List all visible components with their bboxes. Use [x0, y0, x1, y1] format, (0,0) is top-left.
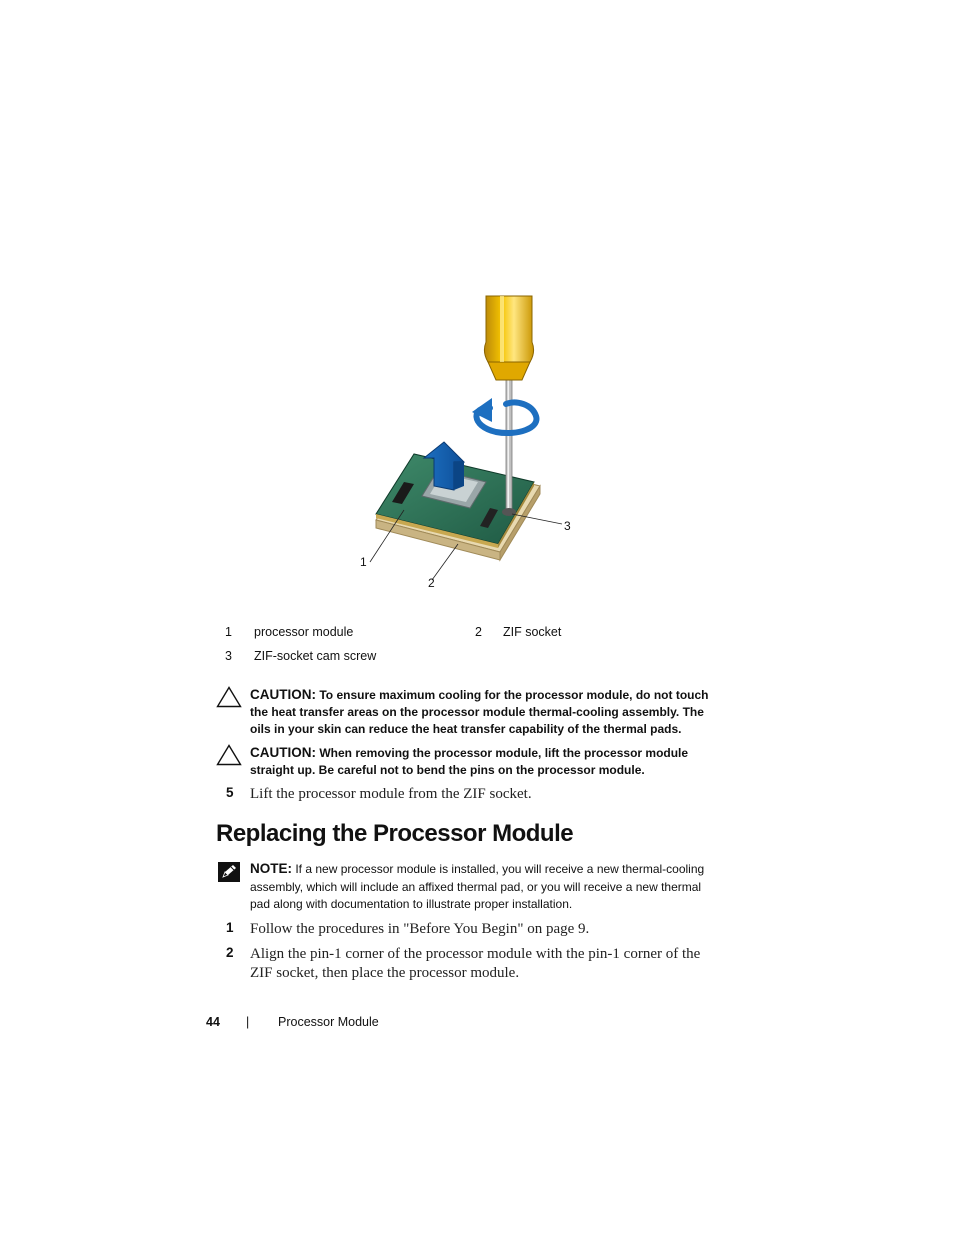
- legend-num-1: 1: [225, 625, 232, 639]
- step-number: 5: [226, 785, 234, 800]
- legend-label-cam-screw: ZIF-socket cam screw: [254, 649, 377, 663]
- legend-num-3: 3: [225, 649, 232, 663]
- section-heading: Replacing the Processor Module: [216, 820, 574, 847]
- caution-lead: CAUTION:: [250, 687, 316, 702]
- legend-label-zif-socket: ZIF socket: [503, 625, 562, 639]
- caution-thermal-areas: [216, 686, 716, 740]
- processor-illustration: [340, 290, 600, 600]
- caution-text: When removing the processor module, lift the processor module straight up. Be careful not to bend the pins on the processor module.: [250, 746, 689, 777]
- step-number: 2: [226, 945, 234, 960]
- caution-icon: [216, 744, 242, 766]
- processor-removal-figure: [340, 290, 600, 600]
- callout-2: 2: [428, 576, 435, 590]
- caution-text: To ensure maximum cooling for the processor module, do not touch the heat transfer areas on the processor module thermal-cooling assembly. The oils in your skin can reduce the heat transfer capability of the thermal pads.: [250, 688, 709, 736]
- callout-3: 3: [564, 519, 571, 533]
- legend-label-processor-module: processor module: [254, 625, 354, 639]
- note-pencil-icon: [218, 862, 240, 882]
- step-text: Lift the processor module from the ZIF socket.: [250, 786, 532, 802]
- step-number: 1: [226, 920, 234, 935]
- callout-1: 1: [360, 555, 367, 569]
- page-number: 44: [206, 1015, 220, 1029]
- note-text: If a new processor module is installed, you will receive a new thermal-cooling assembly, which will include an affixed thermal pad, or you will receive a new thermal pad along with documentation to illustrate proper installation.: [250, 862, 705, 911]
- step-text: Align the pin-1 corner of the processor module with the pin-1 corner of the ZIF socket, then place the processor module.: [250, 946, 701, 981]
- note-lead: NOTE:: [250, 861, 292, 876]
- step-text: Follow the procedures in "Before You Begin" on page 9.: [250, 921, 590, 937]
- footer-separator: |: [246, 1015, 250, 1029]
- caution-icon: [216, 686, 242, 708]
- caution-lift-straight: [216, 744, 716, 780]
- legend-num-2: 2: [475, 625, 482, 639]
- footer-section-title: Processor Module: [278, 1015, 379, 1029]
- caution-lead: CAUTION:: [250, 745, 316, 760]
- page-footer: [206, 1015, 606, 1035]
